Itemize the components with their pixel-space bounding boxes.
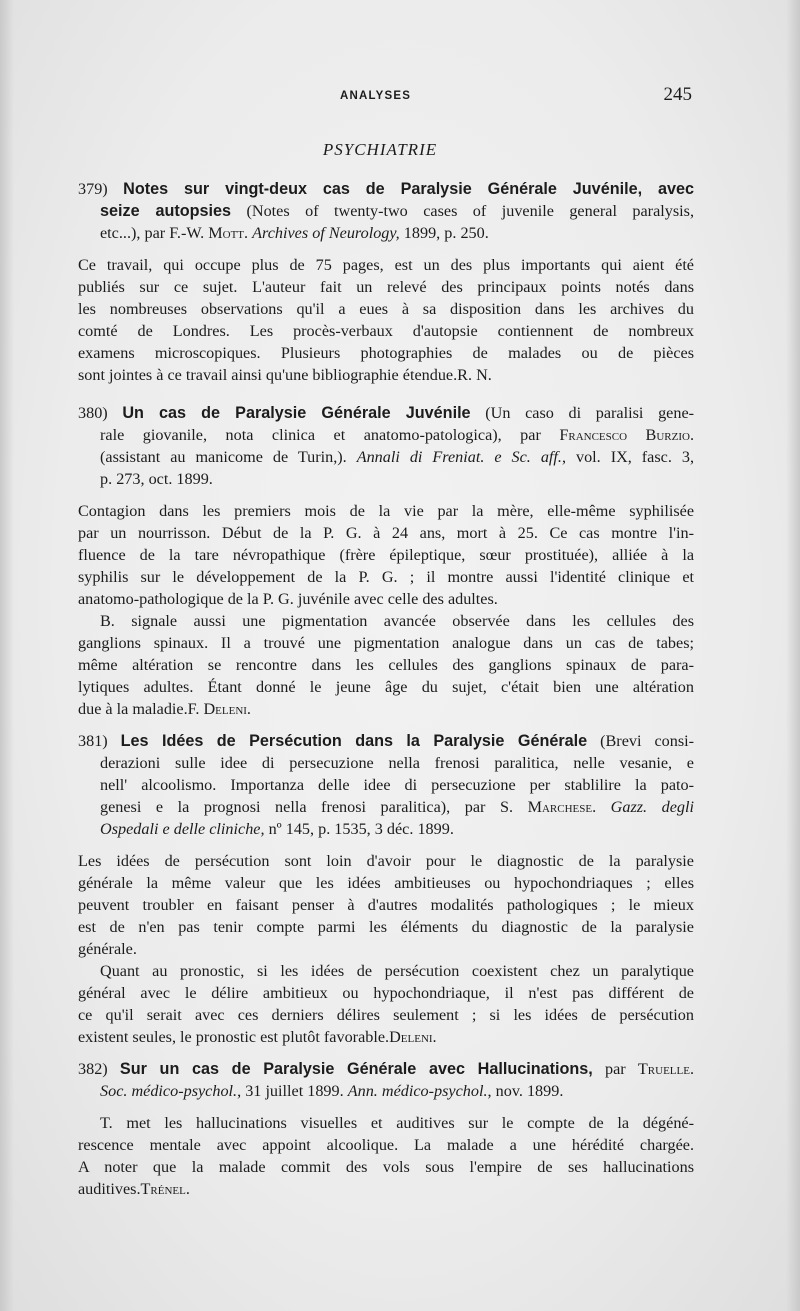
entry-381-heading-line5 <box>78 818 694 840</box>
body-line: Les idées de persécution sont loin d'avoir pour le diagnostic de la paralysie <box>78 852 694 870</box>
body-line: ganglions spinaux. Il a trouvé une pigmentation analogue dans un cas de tabes; <box>78 634 694 652</box>
body-line: Contagion dans les premiers mois de la vie par la mère, elle-même syphilisée <box>78 502 694 520</box>
entry-380-heading-line2 <box>78 424 694 446</box>
section-title: PSYCHIATRIE <box>322 140 438 159</box>
entry-reference: genesi e la prognosi nella frenosi paralitica), par S. <box>100 798 528 816</box>
body-line: auditives. <box>78 1180 141 1198</box>
body-line: publiés sur ce sujet. L'auteur fait un relevé des principaux points notés dans <box>78 278 694 296</box>
body-line-with-signature <box>78 1178 694 1200</box>
body-line: sont jointes à ce travail ainsi qu'une bibliographie étendue. <box>78 366 458 384</box>
entry-title: Un cas de Paralysie Générale Juvénile <box>122 404 471 422</box>
body-line: Ce travail, qui occupe plus de 75 pages, est un des plus importants qui aient été <box>78 256 694 274</box>
entry-382-heading-line1 <box>78 1058 694 1080</box>
entry-reference: , vol. IX, fasc. 3, <box>561 448 695 466</box>
entry-journal: Archives of Neurology, <box>252 224 400 242</box>
entry-number: 382) <box>78 1060 108 1078</box>
entry-signature: R. N. <box>457 366 492 384</box>
entry-title-part2: seize autopsies <box>100 202 232 220</box>
entry-number: 381) <box>78 732 108 750</box>
entry-reference: par <box>592 1060 638 1078</box>
body-line: fluence de la tare névropathique (frère épileptique, sœur prostituée), alliée à la <box>78 546 694 564</box>
body-line: lytiques adultes. Étant donné le jeune âge du sujet, c'était bien une altération <box>78 678 694 696</box>
body-line: Quant au pronostic, si les idées de persécution coexistent chez un paralytique <box>100 962 694 980</box>
scan-edge-left <box>0 0 14 1311</box>
body-line-with-signature <box>78 364 694 386</box>
body-line: est de n'en pas tenir compte parmi les éléments du diagnostic de la paralysie <box>78 918 694 936</box>
entry-title: Sur un cas de Paralysie Générale avec Hallucinations, <box>119 1060 593 1078</box>
body-line: les nombreuses observations qu'il a eues à sa disposition dans les archives du <box>78 300 694 318</box>
body-line: générale la même valeur que les idées ambitieuses ou hypochondriaques ; elles <box>78 874 694 892</box>
entry-reference: rale giovanile, nota clinica et anatomo-patologica), par <box>100 426 560 444</box>
entry-reference: (Un caso di paralisi gene- <box>470 404 695 422</box>
entry-author: Truelle. <box>637 1060 695 1078</box>
entry-reference-end: 1899, p. 250. <box>399 224 489 242</box>
entry-380-body <box>78 500 694 720</box>
entry-title: Les Idées de Persécution dans la Paralysie Générale <box>120 732 588 750</box>
entry-379 <box>78 178 694 244</box>
entry-reference: etc...), par F.-W. <box>100 224 209 242</box>
entry-title-part1: Notes sur vingt-deux cas de Paralysie Générale Juvénile, avec <box>123 180 694 198</box>
body-line: due à la maladie. <box>78 700 188 718</box>
body-line: comté de Londres. Les procès-verbaux d'autopsie contiennent de nombreux <box>78 322 694 340</box>
body-line: ce qu'il serait avec ces derniers délires seulement ; si les idées de persécution <box>78 1006 694 1024</box>
entry-author: Mott. <box>208 224 249 242</box>
body-line: syphilis sur le développement de la P. G. ; il montre aussi l'identité clinique et <box>78 568 694 586</box>
entry-journal: Gazz. degli <box>610 798 695 816</box>
entry-journal: Annali di Freniat. e Sc. aff. <box>356 448 562 466</box>
scan-edge-right <box>786 0 800 1311</box>
body-line: par un nourrisson. Début de la P. G. à 24 ans, mort à 25. Ce cas montre l'in- <box>78 524 694 542</box>
entry-reference-end: , nov. 1899. <box>487 1082 564 1100</box>
entry-381-heading-line1 <box>78 730 694 752</box>
body-line: rescence mentale avec appoint alcoolique. La malade a une hérédité chargée. <box>78 1136 694 1154</box>
body-line: générale. <box>78 940 137 958</box>
entry-reference: , 31 juillet 1899. <box>237 1082 348 1100</box>
body-line-with-signature <box>78 698 694 720</box>
entry-379-heading-line1 <box>78 178 694 200</box>
entry-379-body <box>78 254 694 386</box>
entry-379-heading-line3 <box>78 222 694 244</box>
entry-journal: Ann. médico-psychol. <box>347 1082 488 1100</box>
entry-380-heading-line1 <box>78 402 694 424</box>
entry-number: 379) <box>78 180 108 198</box>
entry-number: 380) <box>78 404 108 422</box>
body-line: B. signale aussi une pigmentation avancée observée dans les cellules des <box>100 612 694 630</box>
entry-380-heading-line3 <box>78 446 694 468</box>
running-head: ANALYSES <box>340 90 412 102</box>
entry-381-heading-line4 <box>78 796 694 818</box>
entry-382 <box>78 1058 694 1102</box>
entry-382-heading-line2 <box>78 1080 694 1102</box>
entry-author: Marchese. <box>527 798 597 816</box>
entry-379-heading-line2 <box>78 200 694 222</box>
entry-381-body <box>78 850 694 1048</box>
entry-382-body <box>78 1112 694 1200</box>
body-line: même altération se rencontre dans les cellules des ganglions spinaux de para- <box>78 656 694 674</box>
entry-signature: Trénel. <box>140 1180 190 1198</box>
entry-reference: (assistant au manicome de Turin,). <box>100 448 347 466</box>
entry-381-heading-line2: derazioni sulle idee di persecuzione nella frenosi paralitica, nelle vesanie, e <box>100 754 694 772</box>
entry-journal: Ospedali e delle cliniche, <box>100 820 265 838</box>
entry-380-heading-line4: p. 273, oct. 1899. <box>100 470 213 488</box>
body-line: existent seules, le pronostic est plutôt favorable. <box>78 1028 390 1046</box>
body-line: T. met les hallucinations visuelles et auditives sur le compte de la dégéné- <box>100 1114 694 1132</box>
entry-author: Francesco Burzio. <box>559 426 694 444</box>
entry-381 <box>78 730 694 840</box>
body-line: peuvent troubler en faisant penser à d'autres modalités pathologiques ; le mieux <box>78 896 694 914</box>
page-header <box>78 84 694 112</box>
body-line: A noter que la malade commit des vols sous l'empire de ses hallucinations <box>78 1158 694 1176</box>
body-line: anatomo-pathologique de la P. G. juvénile avec celle des adultes. <box>78 590 498 608</box>
entry-reference: (Notes of twenty-two cases of juvenile general paralysis, <box>231 202 694 220</box>
entry-380 <box>78 402 694 490</box>
entry-381-heading-line3: nell' alcoolismo. Importanza delle idee di persecuzione per stablilire la pato- <box>100 776 694 794</box>
body-line: général avec le délire ambitieux ou hypochondriaque, il n'est pas différent de <box>78 984 694 1002</box>
entry-reference: (Brevi consi- <box>587 732 695 750</box>
entry-reference-end: nº 145, p. 1535, 3 déc. 1899. <box>264 820 454 838</box>
body-line-with-signature <box>78 1026 694 1048</box>
body-line: examens microscopiques. Plusieurs photographies de malades ou de pièces <box>78 344 694 362</box>
entry-signature: Deleni. <box>389 1028 437 1046</box>
entry-signature: F. Deleni. <box>187 700 251 718</box>
entry-journal: Soc. médico-psychol. <box>100 1082 238 1100</box>
page-number: 245 <box>663 84 692 105</box>
